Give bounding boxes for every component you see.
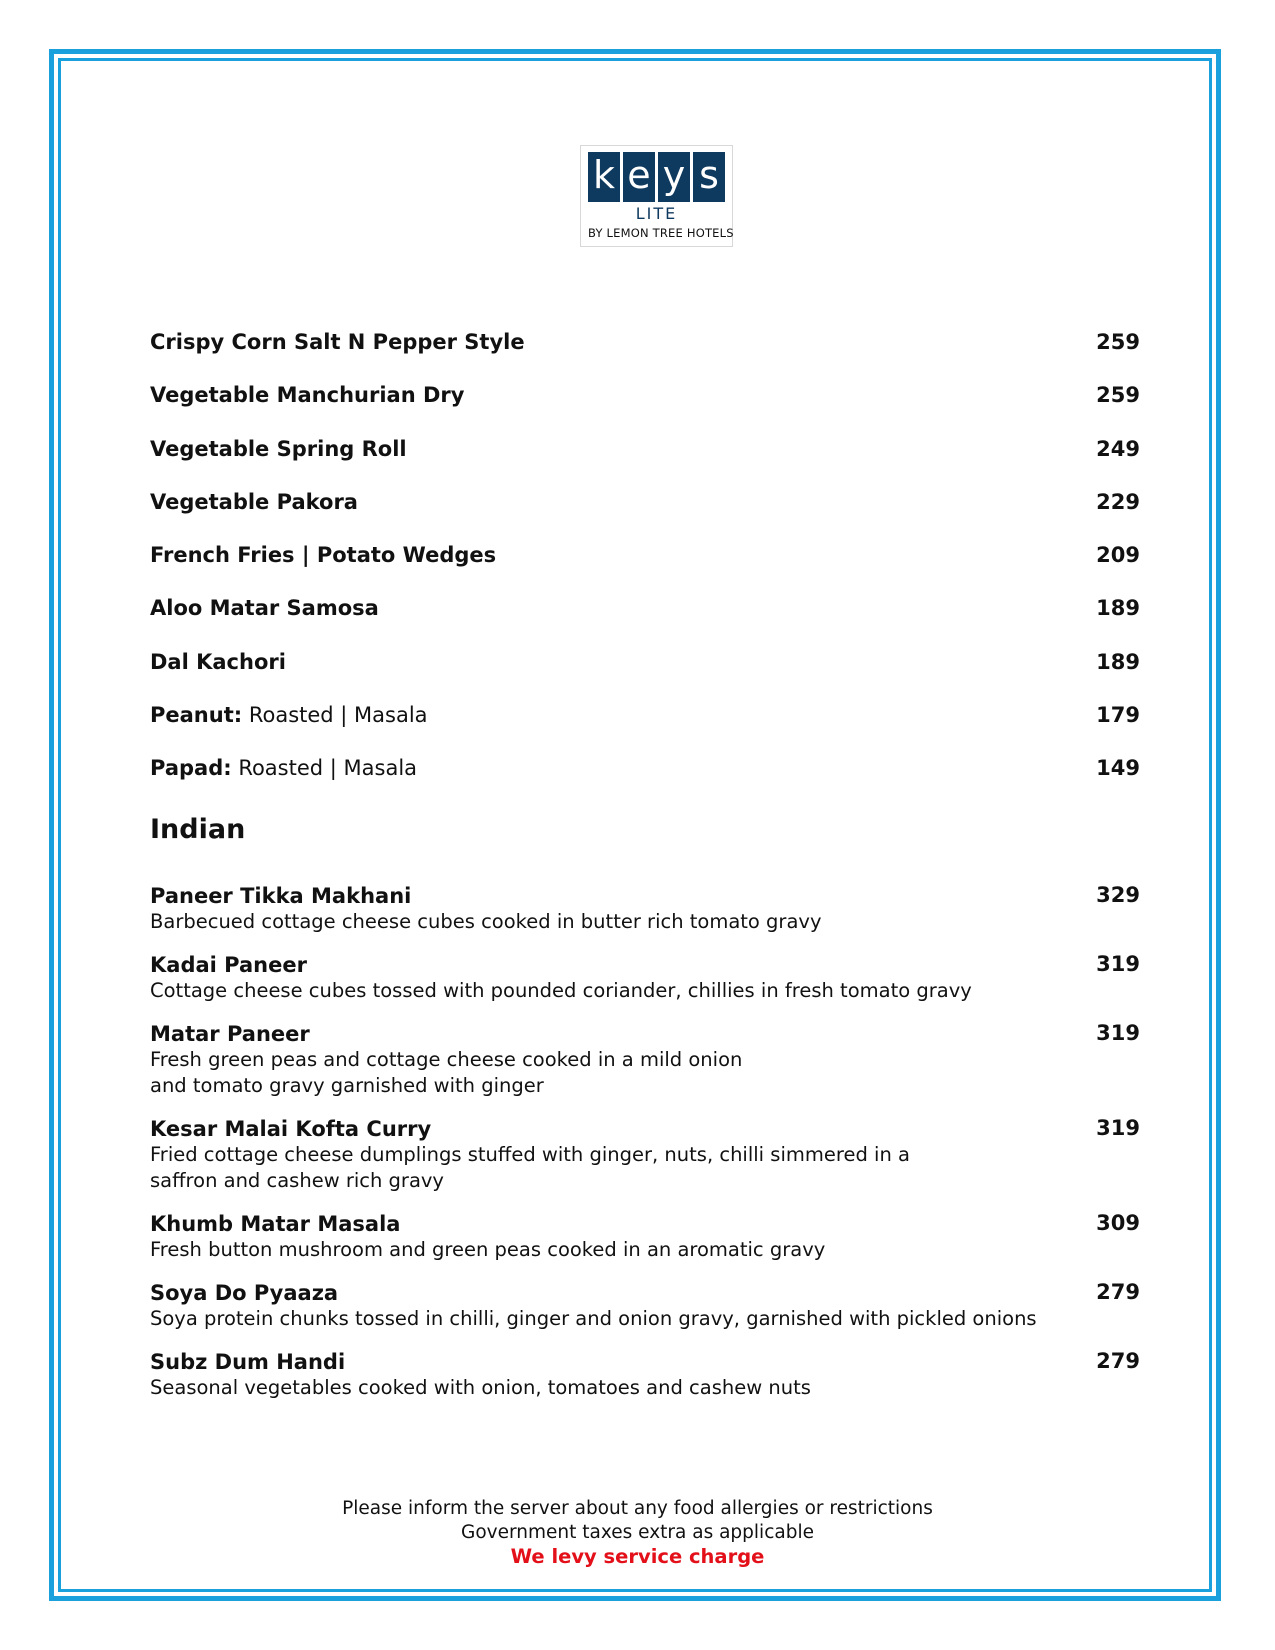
logo-box [580,145,733,247]
menu-item [150,1280,1140,1332]
item-description: Barbecued cottage cheese cubes cooked in butter rich tomato gravy [150,910,822,933]
item-name: French Fries | Potato Wedges [150,543,497,568]
item-price: 189 [1096,596,1140,621]
item-price: 179 [1096,703,1140,728]
item-price: 329 [1096,883,1140,907]
logo-tagline: BY LEMON TREE HOTELS [588,226,734,240]
footer-notes [0,1497,1275,1569]
item-name: Peanut: Roasted | Masala [150,703,428,728]
logo-letter: y [658,152,690,202]
item-name: Crispy Corn Salt N Pepper Style [150,330,525,354]
menu-item [150,703,1140,756]
item-name: Vegetable Pakora [150,489,358,514]
item-name: Soya Do Pyaaza [150,1281,339,1305]
item-price: 189 [1096,649,1140,674]
item-name: Matar Paneer [150,1022,310,1046]
menu-item [150,596,1140,649]
item-name: Vegetable Spring Roll [150,436,407,461]
logo-letters [588,152,725,202]
item-description: Fresh button mushroom and green peas cooked in an aromatic gravy [150,1238,826,1261]
item-price: 279 [1096,1280,1140,1304]
logo-letter: e [623,152,655,202]
item-price: 319 [1096,952,1140,976]
menu-item [150,330,1140,383]
item-name: Dal Kachori [150,649,286,674]
menu-item [150,1211,1140,1263]
item-description: Fresh green peas and cottage cheese cooked in a mild onion and tomato gravy garnished with ginger [150,1048,743,1097]
section-title-indian: Indian [150,814,246,845]
item-name: Paneer Tikka Makhani [150,884,412,908]
service-charge-note: We levy service charge [510,1545,765,1568]
menu-item [150,436,1140,490]
tax-note: Government taxes extra as applicable [461,1522,814,1543]
item-price: 209 [1096,543,1140,568]
logo-sub: LITE [635,204,678,223]
menu-item [150,1116,1140,1194]
item-price: 259 [1096,383,1140,408]
item-price: 259 [1096,330,1140,354]
menu-item [150,489,1140,543]
menu-item [150,1349,1140,1401]
brand-logo [580,145,733,247]
item-name: Khumb Matar Masala [150,1212,401,1236]
menu-item [150,756,1140,809]
logo-letter: s [693,152,725,202]
menu-item [150,952,1140,1004]
item-name: Kesar Malai Kofta Curry [150,1117,432,1141]
menu-item [150,383,1140,436]
allergy-note: Please inform the server about any food allergies or restrictions [342,1498,933,1519]
item-description: Seasonal vegetables cooked with onion, tomatoes and cashew nuts [150,1376,811,1399]
item-name: Vegetable Manchurian Dry [150,383,465,408]
item-price: 319 [1096,1116,1140,1140]
item-name: Papad: Roasted | Masala [150,756,418,781]
item-name: Aloo Matar Samosa [150,596,379,621]
menu-item [150,543,1140,596]
item-price: 319 [1096,1021,1140,1045]
indian-list [150,883,1140,1418]
item-price: 229 [1096,489,1140,514]
item-description: Soya protein chunks tossed in chilli, ginger and onion gravy, garnished with pickled onions [150,1307,1037,1330]
item-description: Cottage cheese cubes tossed with pounded coriander, chillies in fresh tomato gravy [150,979,972,1002]
snacks-list [150,330,1140,810]
logo-letter: k [588,152,620,202]
item-price: 249 [1096,436,1140,461]
item-name: Subz Dum Handi [150,1350,346,1374]
menu-item [150,1021,1140,1099]
menu-item [150,883,1140,935]
item-description: Fried cottage cheese dumplings stuffed with ginger, nuts, chilli simmered in a saffron and cashew rich gravy [150,1143,910,1192]
item-price: 149 [1096,756,1140,781]
item-name: Kadai Paneer [150,953,307,977]
menu-item [150,649,1140,703]
item-price: 279 [1096,1349,1140,1373]
item-price: 309 [1096,1211,1140,1235]
